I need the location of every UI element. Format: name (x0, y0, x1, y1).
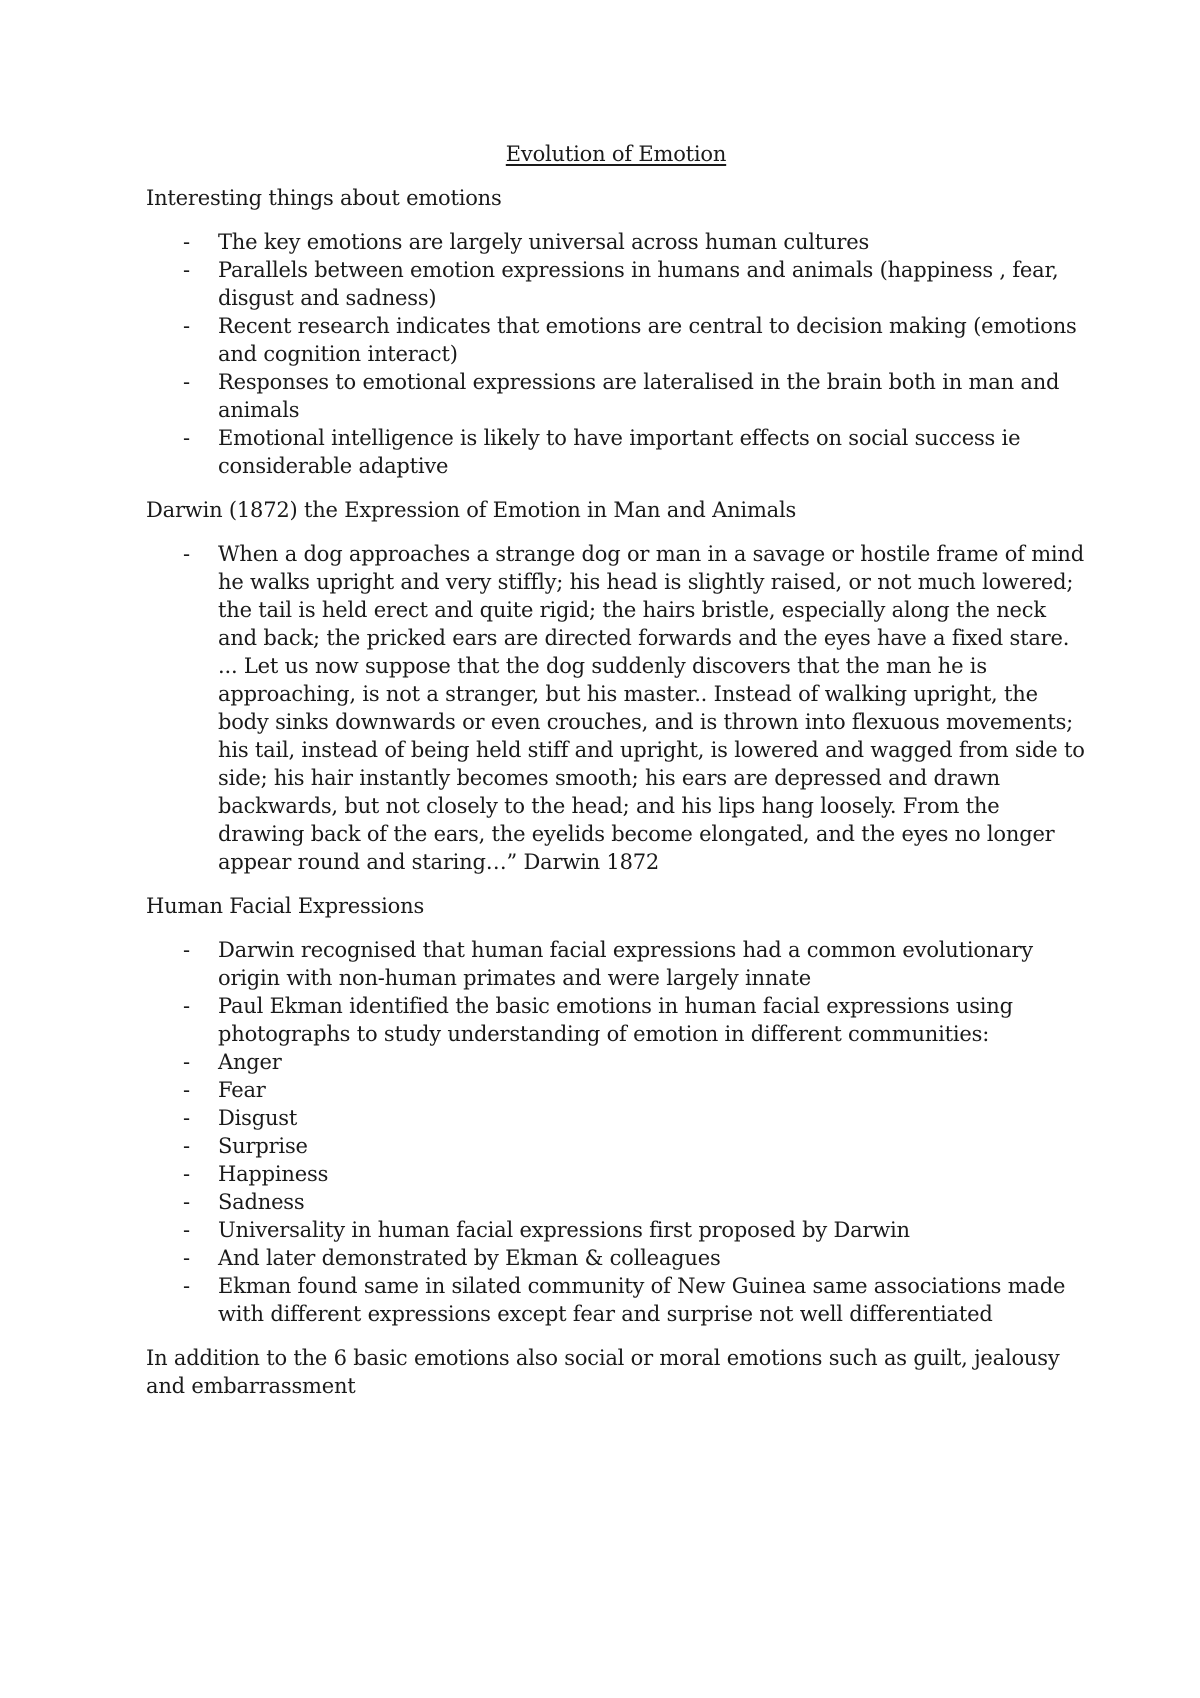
list-item (146, 1048, 1086, 1076)
bullet-list (146, 936, 1086, 1328)
bullet-dash: - (183, 1246, 190, 1270)
page-title: Evolution of Emotion (505, 142, 727, 166)
list-item (146, 1244, 1086, 1272)
quote-text: When a dog approaches a strange dog or man in a savage or hostile frame of mind he walks upright and very stiffly; his head is slightly raised, or not much lowered; the tail is held erect and quite rigid; the hairs bristle, especially along the neck and back; the pricked ears are directed forwards and the eyes have a fixed stare. ... Let us now suppose that the dog suddenly discovers that the man he is approaching, is not a stranger, but his master.. Instead of walking upright, the body sinks downwards or even crouches, and is thrown into flexuous movements; his tail, instead of being held stiff and upright, is lowered and wagged from side to side; his hair instantly becomes smooth; his ears are depressed and drawn backwards, but not closely to the head; and his lips hang loosely. From the drawing back of the ears, the eyelids become elongated, and the eyes no longer appear round and staring…” Darwin 1872 (218, 542, 1085, 874)
bullet-dash: - (183, 1050, 190, 1074)
list-item-text: Disgust (218, 1106, 298, 1130)
document-body (146, 140, 1086, 1400)
section-heading: Darwin (1872) the Expression of Emotion in Man and Animals (146, 498, 797, 522)
closing-paragraph: In addition to the 6 basic emotions also social or moral emotions such as guilt, jealousy and embarrassment (146, 1346, 1060, 1398)
list-item (146, 1104, 1086, 1132)
list-item (146, 1188, 1086, 1216)
list-item-text: Happiness (218, 1162, 329, 1186)
section-heading: Human Facial Expressions (146, 894, 425, 918)
list-item (146, 1272, 1086, 1328)
list-item-text: Ekman found same in silated community of New Guinea same associations made with different expressions except fear and surprise not well differentiated (218, 1274, 1066, 1326)
list-item-text: Paul Ekman identified the basic emotions in human facial expressions using photographs to study understanding of emotion in different communities: (218, 994, 1013, 1046)
list-item (146, 424, 1086, 480)
bullet-list (146, 228, 1086, 480)
bullet-list (146, 540, 1086, 876)
bullet-dash: - (183, 994, 190, 1018)
list-item-text: Sadness (218, 1190, 305, 1214)
list-item-text: Fear (218, 1078, 266, 1102)
list-item-text: And later demonstrated by Ekman & colleagues (218, 1246, 721, 1270)
list-item-text: Universality in human facial expressions first proposed by Darwin (218, 1218, 910, 1242)
bullet-dash: - (183, 314, 190, 338)
list-item (146, 312, 1086, 368)
section-heading: Interesting things about emotions (146, 186, 502, 210)
list-item (146, 992, 1086, 1048)
list-item (146, 1216, 1086, 1244)
list-item (146, 228, 1086, 256)
list-item (146, 936, 1086, 992)
bullet-dash: - (183, 230, 190, 254)
list-item (146, 368, 1086, 424)
list-item-text: The key emotions are largely universal across human cultures (218, 230, 870, 254)
list-item-text: Parallels between emotion expressions in humans and animals (happiness , fear, disgust and sadness) (218, 258, 1059, 310)
list-item (146, 256, 1086, 312)
list-item-text: Surprise (218, 1134, 308, 1158)
list-item-text: Responses to emotional expressions are lateralised in the brain both in man and animals (218, 370, 1060, 422)
list-item (146, 1076, 1086, 1104)
bullet-dash: - (183, 1190, 190, 1214)
list-item-text: Recent research indicates that emotions are central to decision making (emotions and cognition interact) (218, 314, 1077, 366)
list-item-text: Darwin recognised that human facial expressions had a common evolutionary origin with non-human primates and were largely innate (218, 938, 1033, 990)
bullet-dash: - (183, 938, 190, 962)
list-item-text: Emotional intelligence is likely to have important effects on social success ie considerable adaptive (218, 426, 1021, 478)
bullet-dash: - (183, 1134, 190, 1158)
list-item (146, 1160, 1086, 1188)
bullet-dash: - (183, 1078, 190, 1102)
bullet-dash: - (183, 1106, 190, 1130)
bullet-dash: - (183, 1218, 190, 1242)
bullet-dash: - (183, 1162, 190, 1186)
bullet-dash: - (183, 542, 190, 566)
list-item (146, 1132, 1086, 1160)
bullet-dash: - (183, 370, 190, 394)
list-item-text: Anger (218, 1050, 282, 1074)
list-item (146, 540, 1086, 876)
bullet-dash: - (183, 258, 190, 282)
bullet-dash: - (183, 1274, 190, 1298)
bullet-dash: - (183, 426, 190, 450)
